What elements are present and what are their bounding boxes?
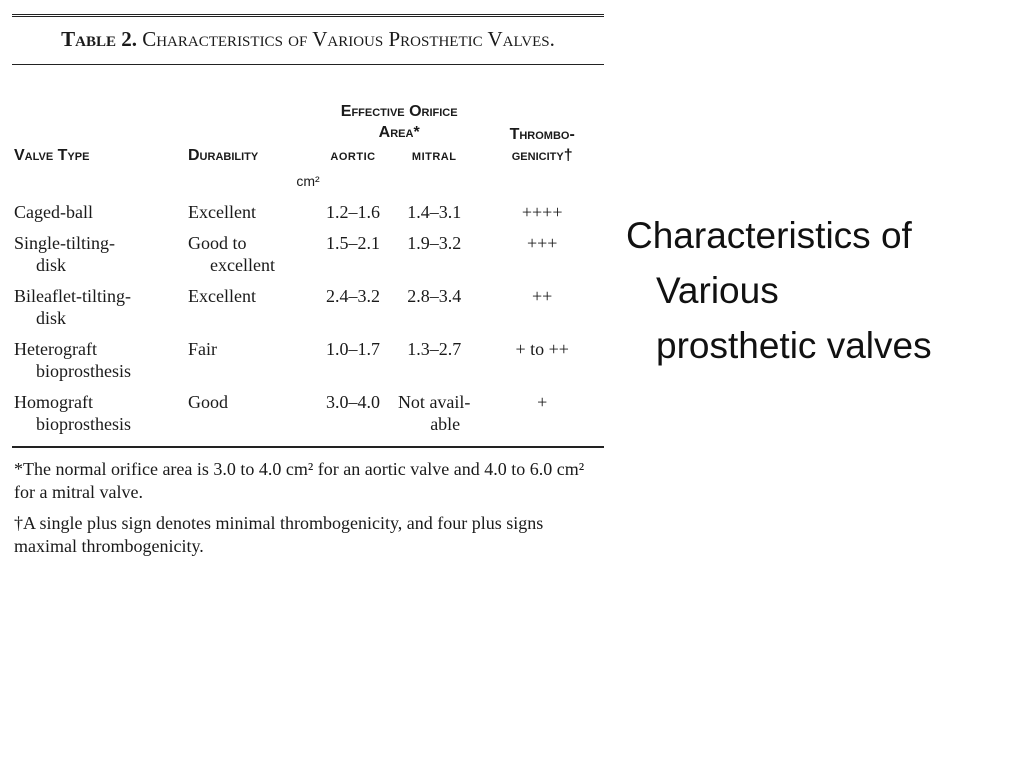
cell-line: Heterograft [14,339,97,359]
cell-durability [186,230,318,283]
cell-aortic: 3.0–4.0 [326,392,380,412]
bottom-rule [12,446,604,448]
table-title [12,17,604,64]
cell-mitral [388,199,480,230]
caption-line-2: Various [656,270,779,311]
cell-thrombogenicity: ++++ [521,202,563,222]
header-row [12,101,604,145]
header-effective-orifice-area: Effective Orifice Area* [340,103,458,141]
cell-thrombogenicity: + [537,392,548,412]
cell-thrombogenicity: ++ [532,286,553,306]
cell-line: Good [188,392,228,412]
slide-caption [626,208,1006,373]
table-row [12,336,604,389]
table-row [12,389,604,442]
cell-line: Single-tilting- [14,233,115,253]
cell-mitral [388,283,480,336]
cell-line: excellent [210,255,275,275]
cell-line: Good to [188,233,247,253]
cell-line: Fair [188,339,217,359]
table-body [12,199,604,442]
cell-line: bioprosthesis [36,414,132,434]
unit-row [12,168,604,199]
cell-aortic: 1.5–2.1 [326,233,380,253]
cell-thrombogenicity: +++ [526,233,558,253]
footnote-area: *The normal orifice area is 3.0 to 4.0 cm² for an aortic valve and 4.0 to 6.0 cm² for a mitral valve. [14,459,585,502]
cell-line: 1.4–3.1 [407,202,462,222]
title-rule [12,64,604,65]
cell-line: 2.8–3.4 [407,286,462,306]
table-figure [12,14,604,558]
cell-line: Not avail- [397,392,471,412]
cell-line: Homograft [14,392,93,412]
cell-aortic: 1.2–1.6 [326,202,380,222]
cell-line: Caged-ball [14,202,93,222]
cell-line: bioprosthesis [36,361,132,381]
cell-valve-type [12,336,186,389]
caption-line-3: prosthetic valves [656,325,932,366]
cell-mitral [388,230,480,283]
cell-durability [186,199,318,230]
cell-valve-type [12,389,186,442]
header-durability: Durability [188,147,259,164]
table-title-number: Table 2. [61,27,137,51]
table-title-text: Characteristics of Various Prosthetic Valves. [142,27,555,51]
caption-line-1: Characteristics of [626,215,912,256]
cell-thrombogenicity: + to ++ [515,339,569,359]
header-valve-type: Valve Type [14,147,90,164]
cell-line: disk [36,308,67,328]
cell-line: 1.3–2.7 [407,339,462,359]
table-row [12,199,604,230]
cell-line: disk [36,255,67,275]
subheader-aortic: aortic [330,147,376,164]
header-thrombogenicity: Thrombo-genicity† [509,126,575,164]
cell-valve-type [12,230,186,283]
unit-label: cm² [296,173,320,189]
cell-line: Excellent [188,286,256,306]
cell-line: Excellent [188,202,256,222]
cell-line: Bileaflet-tilting- [14,286,131,306]
cell-line: 1.9–3.2 [407,233,462,253]
cell-aortic: 1.0–1.7 [326,339,380,359]
table-row [12,283,604,336]
subheader-mitral: mitral [411,147,457,164]
cell-durability [186,389,318,442]
cell-mitral [388,389,480,442]
table-row [12,230,604,283]
footnote-thrombogenicity: †A single plus sign denotes minimal thrombogenicity, and four plus signs maximal thrombogenicity. [14,513,544,556]
cell-durability [186,336,318,389]
cell-line: able [430,414,461,434]
valve-table [12,101,604,442]
cell-aortic: 2.4–3.2 [326,286,380,306]
cell-durability [186,283,318,336]
cell-valve-type [12,283,186,336]
cell-valve-type [12,199,186,230]
cell-mitral [388,336,480,389]
